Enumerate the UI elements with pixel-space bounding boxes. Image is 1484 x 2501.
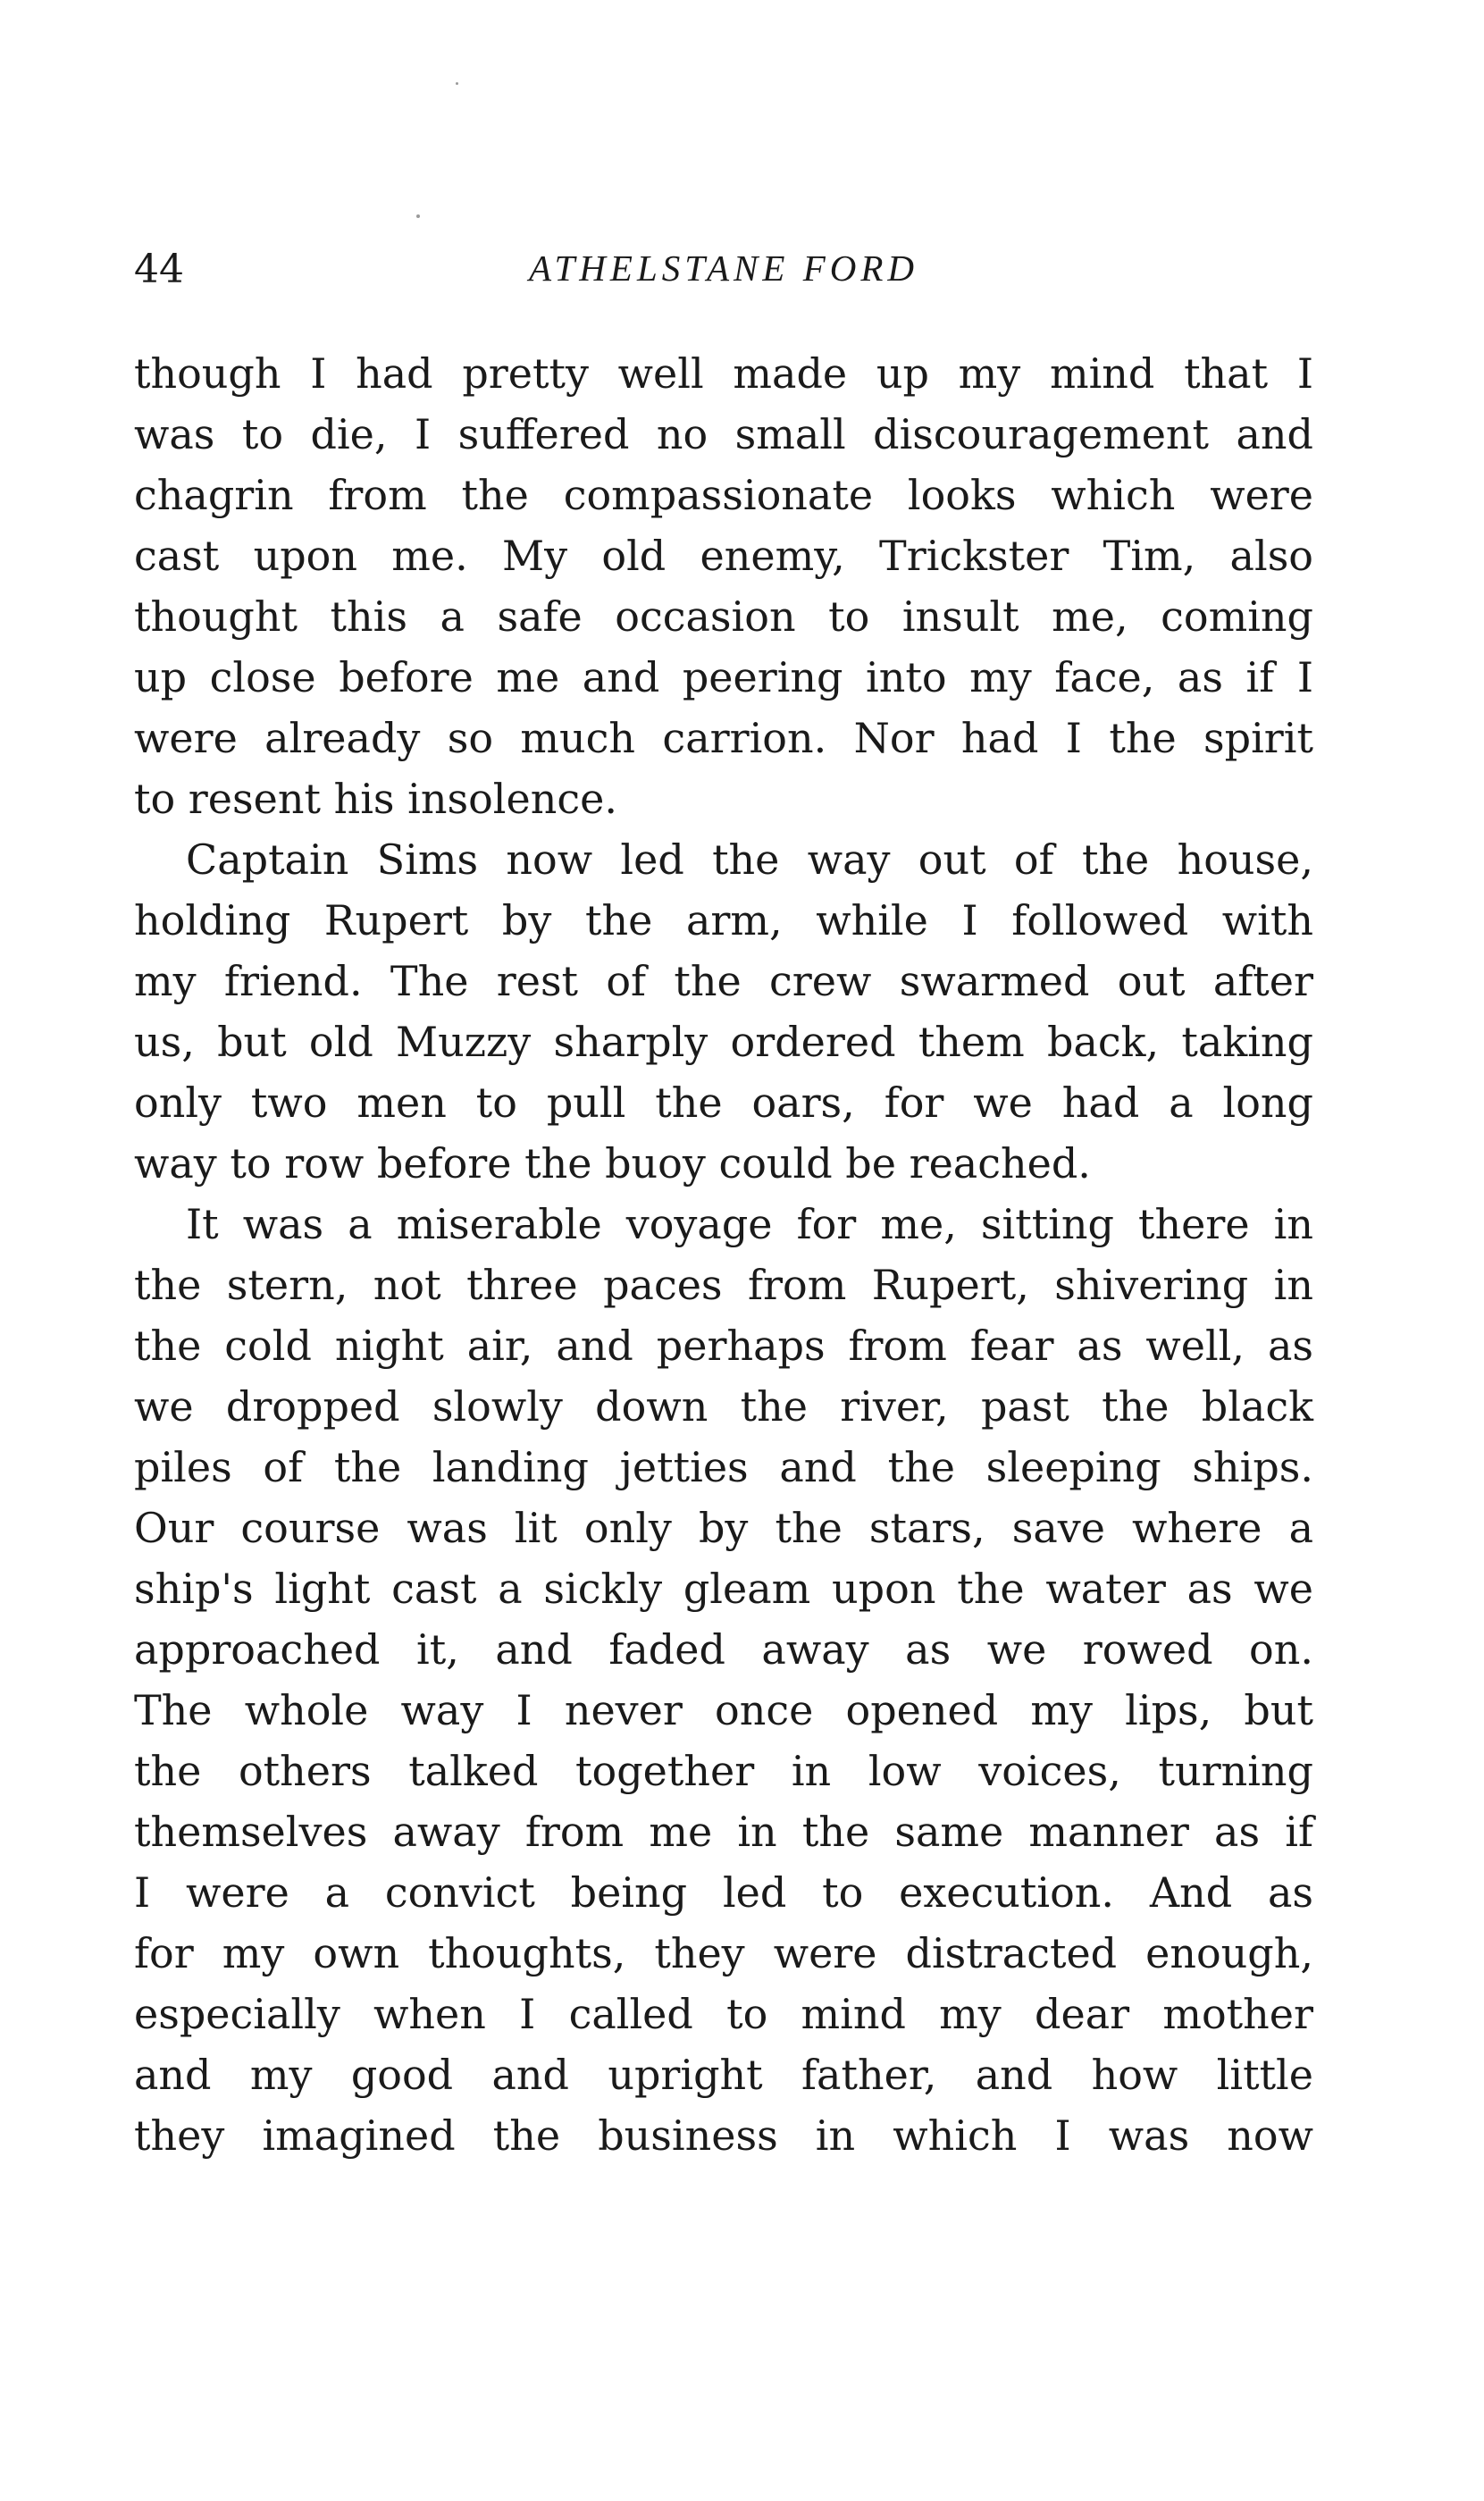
paper-speck: [456, 82, 458, 85]
text-line: thought this a safe occasion to insult me, coming: [134, 592, 1313, 641]
paper-speck: [416, 214, 420, 218]
text-line: were already so much carrion. Nor had I the spirit: [134, 714, 1313, 762]
text-line: The whole way I never once opened my lips, but: [134, 1686, 1313, 1734]
text-line: piles of the landing jetties and the sleeping ships.: [134, 1443, 1313, 1491]
page-number: 44: [134, 247, 184, 292]
text-line: especially when I called to mind my dear mother: [134, 1990, 1313, 2038]
text-line: they imagined the business in which I was now: [134, 2111, 1313, 2160]
text-line: ship's light cast a sickly gleam upon the water as we: [134, 1565, 1313, 1613]
text-line: though I had pretty well made up my mind that I: [134, 349, 1313, 398]
text-line: chagrin from the compassionate looks which were: [134, 471, 1313, 519]
text-line: my friend. The rest of the crew swarmed out after: [134, 957, 1313, 1005]
page-header: [134, 239, 1313, 311]
text-line: the stern, not three paces from Rupert, shivering in: [134, 1261, 1313, 1309]
text-line: we dropped slowly down the river, past the black: [134, 1382, 1313, 1431]
body-text: [134, 343, 1313, 2166]
text-line: the cold night air, and perhaps from fear as well, as: [134, 1322, 1313, 1370]
text-line: up close before me and peering into my face, as if I: [134, 653, 1313, 701]
text-line: only two men to pull the oars, for we had a long: [134, 1078, 1313, 1127]
text-line: approached it, and faded away as we rowed on.: [134, 1625, 1313, 1674]
text-line: the others talked together in low voices, turning: [134, 1747, 1313, 1795]
text-line: for my own thoughts, they were distracted enough,: [134, 1929, 1313, 1977]
text-line: way to row before the buoy could be reached.: [134, 1139, 1091, 1188]
text-line: was to die, I suffered no small discouragement and: [134, 410, 1313, 458]
text-line: holding Rupert by the arm, while I followed with: [134, 896, 1313, 944]
paragraph-start-line: It was a miserable voyage for me, sitting there in: [186, 1200, 1313, 1248]
text-line: us, but old Muzzy sharply ordered them back, taking: [134, 1018, 1313, 1066]
text-line: Our course was lit only by the stars, save where a: [134, 1504, 1313, 1552]
text-line: and my good and upright father, and how little: [134, 2051, 1313, 2099]
text-line: cast upon me. My old enemy, Trickster Tim, also: [134, 532, 1313, 580]
text-line: to resent his insolence.: [134, 775, 617, 823]
running-title: ATHELSTANE FORD: [528, 248, 919, 289]
paragraph-start-line: Captain Sims now led the way out of the house,: [186, 835, 1313, 884]
text-line: themselves away from me in the same manner as if: [134, 1808, 1313, 1856]
text-line: I were a convict being led to execution. And as: [134, 1868, 1313, 1917]
